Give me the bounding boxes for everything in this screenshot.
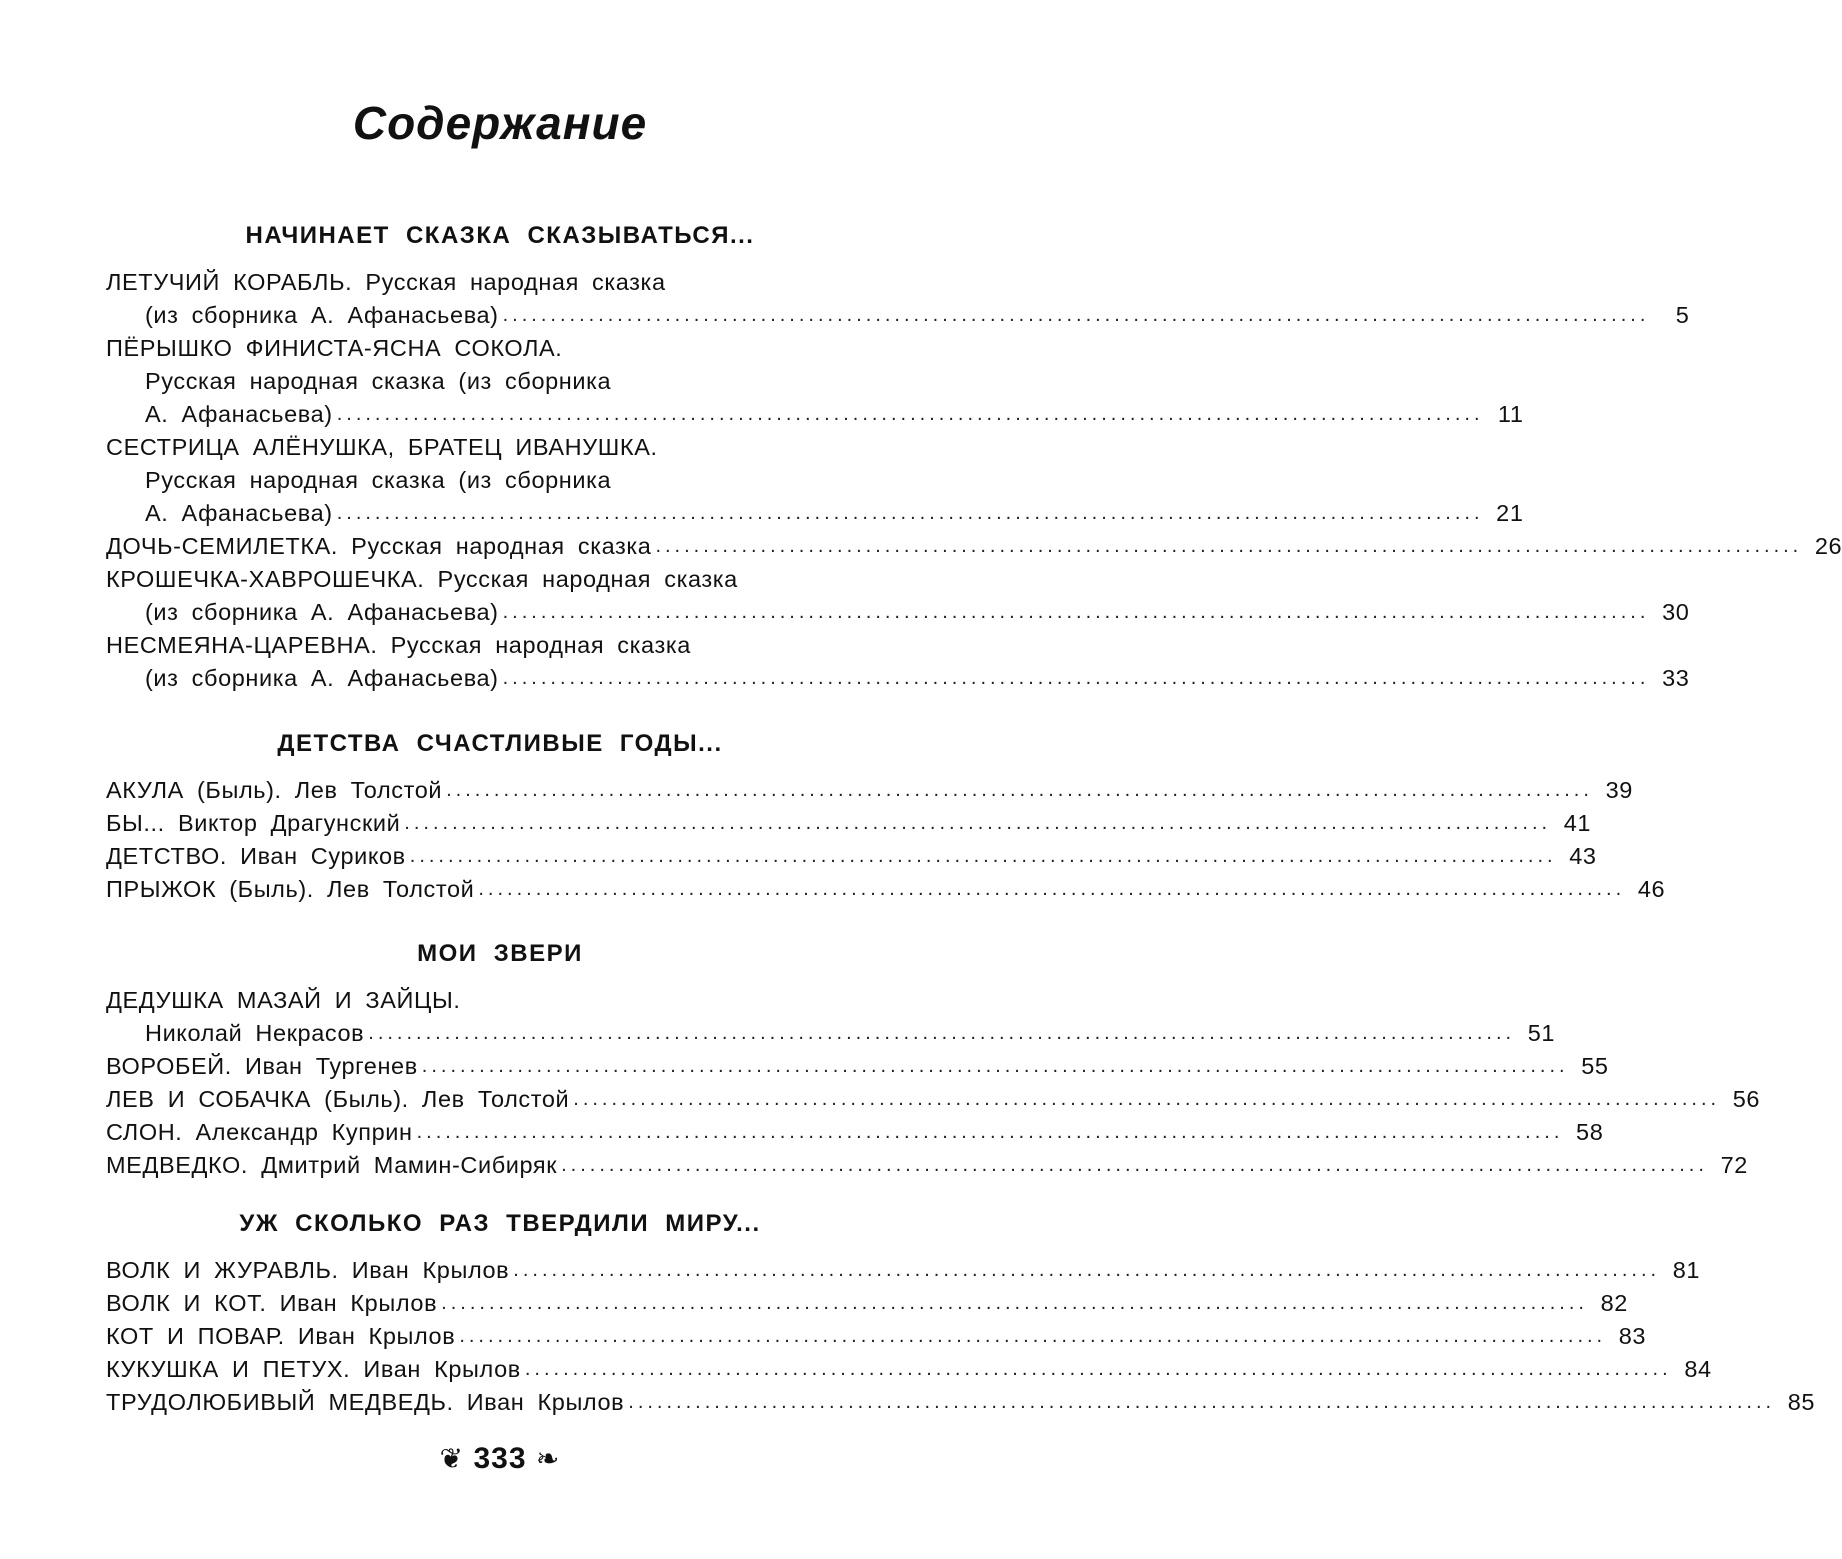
toc-entry-text: Николай Некрасов [145,1020,365,1046]
dot-leader: ........................................................................................................................ [409,845,1557,867]
toc-entry-text: ДЕТСТВО. Иван Суриков [106,843,406,869]
dot-leader: ........................................................................................................................ [446,779,1593,801]
toc-entry-text: А. Афанасьева) [145,500,333,526]
dot-leader: ........................................................................................................................ [524,1358,1672,1380]
toc-page-number: 11 [1497,401,1524,427]
ornament-left-icon: ❦ [439,1443,465,1474]
section-heading: НАЧИНАЕТ СКАЗКА СКАЗЫВАТЬСЯ... [245,222,755,249]
dot-leader: ........................................................................................................................ [368,1022,1516,1044]
toc-entry-line [106,984,461,1016]
toc-entry-line [106,332,562,364]
dot-leader: ........................................................................................................................ [441,1292,1588,1314]
toc-page-number: 21 [1496,500,1524,526]
toc-page-number: 55 [1581,1053,1609,1079]
dot-leader: ........................................................................................................................ [655,535,1803,557]
toc-page-number: 39 [1605,777,1633,803]
toc-page-number: 26 [1814,533,1842,559]
toc-entry-line [106,873,1666,905]
toc-entry-line [145,1017,1556,1049]
dot-leader: ........................................................................................................................ [628,1391,1776,1413]
toc-entry-text: АКУЛА (Быль). Лев Толстой [106,777,443,803]
toc-page-number: 30 [1662,599,1690,625]
toc-entry-line [106,629,691,661]
toc-page-number: 43 [1569,843,1597,869]
dot-leader: ........................................................................................................................ [502,304,1650,326]
toc-entry-line [106,1083,1761,1115]
toc-entry-text: ПРЫЖОК (Быль). Лев Толстой [106,876,475,902]
toc-entry-text: ДЕДУШКА МАЗАЙ И ЗАЙЦЫ. [106,987,461,1013]
toc-entry-text: МЕДВЕДКО. Дмитрий Мамин-Сибиряк [106,1152,558,1178]
toc-entry-line [106,807,1592,839]
toc-entry-text: ВОЛК И ЖУРАВЛЬ. Иван Крылов [106,1257,510,1283]
toc-entry-line [106,840,1597,872]
toc-page-number: 81 [1672,1257,1701,1283]
toc-entry-text: БЫ... Виктор Драгунский [106,810,401,836]
toc-entry-text: А. Афанасьева) [145,401,333,427]
dot-leader: ........................................................................................................................ [573,1088,1721,1110]
toc-entry-line [106,1320,1647,1352]
toc-entry-line [106,1353,1712,1385]
toc-entry-text: (из сборника А. Афанасьева) [145,599,499,625]
toc-entry-line [145,398,1524,430]
toc-entry-text: КОТ И ПОВАР. Иван Крылов [106,1323,456,1349]
toc-page-number: 5 [1675,302,1690,328]
page-footer [0,1442,1000,1476]
dot-leader: ........................................................................................................................ [404,812,1552,834]
page-number: 333 [473,1442,527,1475]
dot-leader: ........................................................................................................................ [561,1154,1708,1176]
toc-entry-text: ПЁРЫШКО ФИНИСТА-ЯСНА СОКОЛА. [106,335,563,361]
toc-entry-line [106,266,666,298]
toc-entry-text: ЛЕВ И СОБАЧКА (Быль). Лев Толстой [106,1086,570,1112]
toc-entry-text: КРОШЕЧКА-ХАВРОШЕЧКА. Русская народная сказка [106,566,738,592]
toc-page-number: 46 [1637,876,1666,902]
dot-leader: ........................................................................................................................ [336,502,1484,524]
dot-leader: ........................................................................................................................ [502,601,1650,623]
toc-entry-line [145,497,1524,529]
toc-entry-line [106,563,738,595]
toc-entry-line [106,1149,1748,1181]
toc-page-number: 83 [1618,1323,1647,1349]
dot-leader: ........................................................................................................................ [421,1055,1569,1077]
toc-entry-text: СЛОН. Александр Куприн [106,1119,413,1145]
toc-page-number: 56 [1732,1086,1761,1112]
dot-leader: ........................................................................................................................ [502,667,1650,689]
toc-entry-text: ЛЕТУЧИЙ КОРАБЛЬ. Русская народная сказка [106,269,666,295]
toc-page-number: 33 [1662,665,1690,691]
toc-entry-line [106,1116,1604,1148]
section-heading: ДЕТСТВА СЧАСТЛИВЫЕ ГОДЫ... [277,730,723,757]
toc-page-number: 72 [1720,1152,1748,1178]
toc-entry-text: (из сборника А. Афанасьева) [145,665,499,691]
toc-entry-line [106,1287,1628,1319]
toc-entry-text: Русская народная сказка (из сборника [145,368,612,394]
section-heading: МОИ ЗВЕРИ [417,940,583,967]
toc-entry-line [106,431,658,463]
ornament-right-icon: ❧ [535,1443,561,1474]
toc-entry-text: НЕСМЕЯНА-ЦАРЕВНА. Русская народная сказка [106,632,691,658]
toc-entry-line [106,1254,1701,1286]
page-title: Содержание [352,97,648,149]
dot-leader: ........................................................................................................................ [478,878,1626,900]
toc-entry-text: ДОЧЬ-СЕМИЛЕТКА. Русская народная сказка [106,533,652,559]
toc-entry-text: КУКУШКА И ПЕТУХ. Иван Крылов [106,1356,521,1382]
section-heading: УЖ СКОЛЬКО РАЗ ТВЕРДИЛИ МИРУ... [239,1210,761,1237]
toc-page-number: 84 [1684,1356,1712,1382]
toc-entry-line [145,596,1690,628]
toc-page-number: 51 [1527,1020,1556,1046]
toc-entry-line [106,530,1842,562]
toc-entry-line [145,365,611,397]
toc-entry-line [145,464,611,496]
dot-leader: ........................................................................................................................ [336,403,1484,425]
toc-page-number: 82 [1600,1290,1628,1316]
toc-page-number: 58 [1576,1119,1604,1145]
toc-entry-line [145,662,1690,694]
toc-entry-text: СЕСТРИЦА АЛЁНУШКА, БРАТЕЦ ИВАНУШКА. [106,434,658,460]
toc-entry-line [106,1386,1816,1418]
toc-entry-text: (из сборника А. Афанасьева) [145,302,499,328]
toc-entry-text: ТРУДОЛЮБИВЫЙ МЕДВЕДЬ. Иван Крылов [106,1389,625,1415]
toc-entry-line [145,299,1690,331]
toc-entry-line [106,774,1633,806]
dot-leader: ........................................................................................................................ [416,1121,1564,1143]
dot-leader: ........................................................................................................................ [459,1325,1607,1347]
toc-entry-text: ВОРОБЕЙ. Иван Тургенев [106,1053,418,1079]
toc-page-number: 41 [1563,810,1592,836]
toc-entry-text: Русская народная сказка (из сборника [145,467,612,493]
dot-leader: ........................................................................................................................ [513,1259,1661,1281]
toc-entry-line [106,1050,1609,1082]
toc-entry-text: ВОЛК И КОТ. Иван Крылов [106,1290,438,1316]
toc-page-number: 85 [1787,1389,1816,1415]
